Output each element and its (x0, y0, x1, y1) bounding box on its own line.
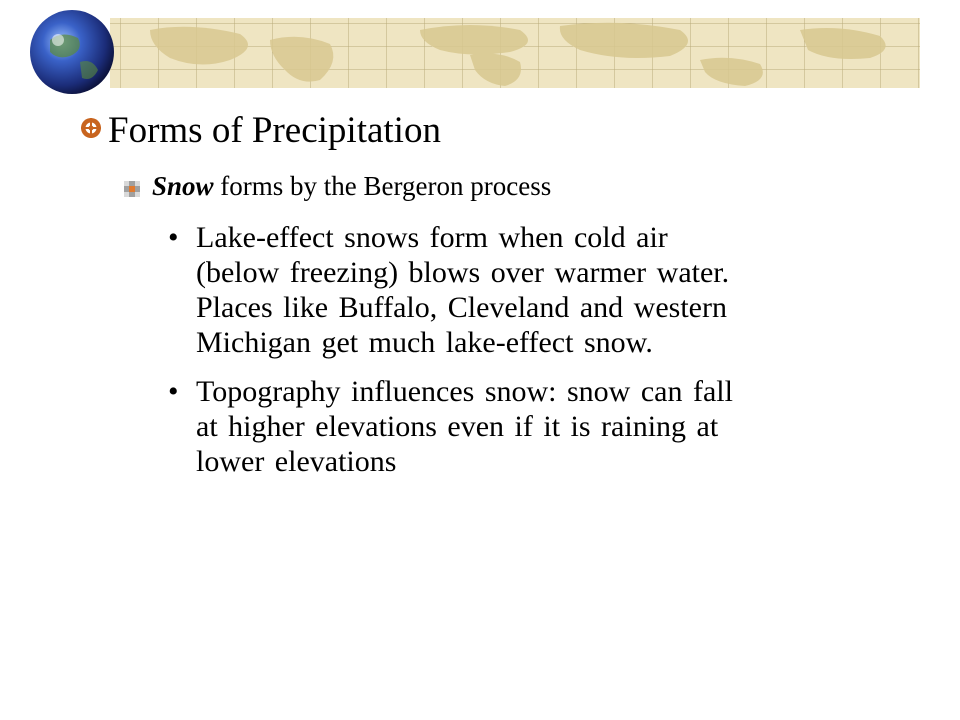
bullet-line: Lake-effect snows form when cold air (196, 221, 668, 254)
subheading-rest: forms by the Bergeron process (213, 171, 552, 201)
bullet-item (168, 220, 868, 360)
title-row (80, 106, 441, 156)
compass-bullet-icon (80, 117, 102, 139)
square-bullet-icon (124, 181, 140, 197)
subheading-row (124, 166, 551, 206)
bullet-line: lower elevations (196, 445, 397, 478)
slide-title: Forms of Precipitation (108, 110, 441, 151)
subheading (152, 166, 551, 206)
bullet-list (168, 220, 868, 493)
world-map-banner (0, 0, 960, 120)
bullet-line: (below freezing) blows over warmer water. (196, 256, 730, 289)
bullet-dot: • (168, 221, 179, 254)
bullet-line: at higher elevations even if it is raining at (196, 410, 719, 443)
bullet-dot: • (168, 375, 179, 408)
bullet-line: Topography influences snow: snow can fall (196, 375, 733, 408)
subheading-emphasis: Snow (152, 171, 214, 201)
bullet-line: Michigan get much lake-effect snow. (196, 326, 653, 359)
bullet-line: Places like Buffalo, Cleveland and western (196, 291, 727, 324)
bullet-item (168, 374, 868, 479)
